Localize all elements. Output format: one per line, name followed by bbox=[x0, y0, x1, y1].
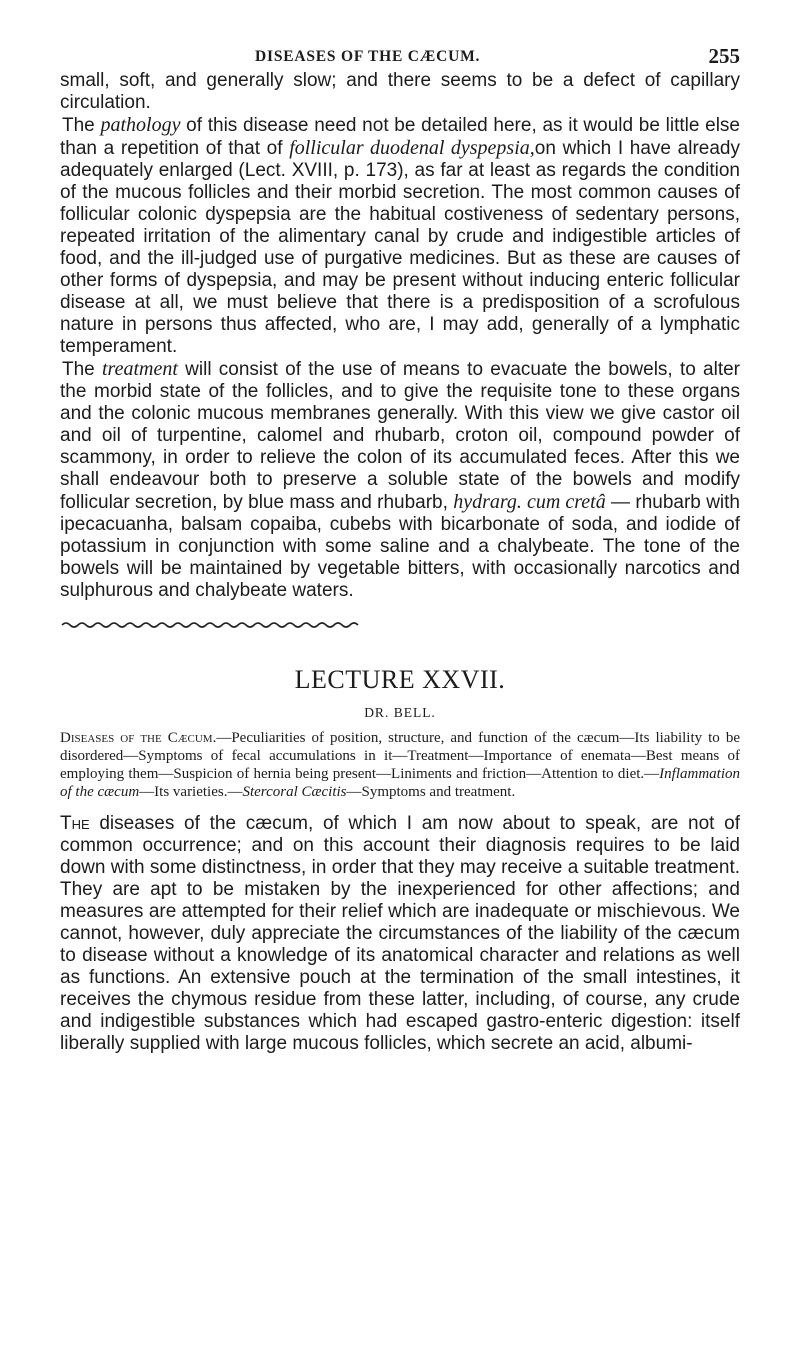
paragraph-treatment: The treatment will consist of the use of means to evacuate the bowels, to alter the morbid state of the follicles, and to give the requisite tone to these organs and the colonic mucous membranes generally. With this view we give castor oil and oil of turpentine, calomel and rhubarb, croton oil, compound powder of scammony, in order to relieve the colon of its accumulated feces. After this we shall endeavour both to preserve a soluble state of the bowels and modify follicular secretion, by blue mass and rhubarb, hydrarg. cum cretâ — rhubarb with ipecacuanha, balsam copaiba, cubebs with bicarbonate of soda, and iodide of potassium in conjunction with some saline and a chalybeate. The tone of the bowels will be maintained by vegetable bitters, with occasionally narcotics and sulphurous and chalybeate waters. bbox=[60, 358, 740, 601]
paragraph-continuation: small, soft, and generally slow; and there seems to be a defect of capillary circulation. bbox=[60, 70, 740, 113]
lecture-title: LECTURE XXVII. bbox=[294, 665, 506, 694]
running-head-title: DISEASES OF THE CÆCUM. bbox=[255, 48, 481, 65]
opening-word: The bbox=[60, 813, 90, 834]
main-text bbox=[60, 70, 740, 602]
emphasis-follicular-duodenal-dyspepsia: follicular duodenal dyspepsia, bbox=[289, 137, 535, 159]
lecturer-name: DR. BELL. bbox=[364, 705, 436, 720]
lecture-text bbox=[60, 813, 740, 1055]
ornamental-divider bbox=[60, 620, 360, 630]
paragraph-pathology: The pathology of this disease need not be detailed here, as it would be little else than a repetition of that of follicular duodenal dyspepsia,on which I have already adequately enlarged (Lect. XVIII, p. 173), as far at least as regards the condition of the mucous follicles and their morbid secretion. The most common causes of follicular colonic dyspepsia are the habitual costiveness of sedentary persons, repeated irritation of the alimentary canal by crude and indigestible articles of food, and the ill-judged use of purgative medicines. But as these are causes of other forms of dyspepsia, and may be present without inducing enteric follicular disease at all, we must believe that there is a predisposition of a scrofulous nature in persons thus affected, who are, I may add, generally of a lymphatic temperament. bbox=[60, 114, 740, 357]
emphasis-inflammation-of-caecum: Inflammation of the cæcum bbox=[60, 766, 740, 800]
emphasis-stercoral-caecitis: Stercoral Cæcitis bbox=[242, 784, 347, 800]
book-page bbox=[60, 42, 740, 1055]
emphasis-treatment: treatment bbox=[102, 358, 178, 380]
lecture-synopsis: Diseases of the Cæcum.—Peculiarities of position, structure, and function of the cæcum—Its liability to be disordered—Symptoms of fecal accumulations in it—Treatment—Importance of enemata—Best means of employing them—Suspicion of hernia being present—Liniments and friction—Attention to diet.—Inflammation of the cæcum—Its varieties.—Stercoral Cæcitis—Symptoms and treatment. bbox=[60, 730, 740, 800]
paragraph-caecum-intro: The diseases of the cæcum, of which I am now about to speak, are not of common occurrence; and on this account their diagnosis requires to be laid down with some distinctness, in order that they may receive a suitable treatment. They are apt to be mistaken by the inexperienced for other affections; and measures are attempted for their relief which are inadequate or mischievous. We cannot, however, duly appreciate the circumstances of the liability of the cæcum to disease without a knowledge of its anatomical character and relations as well as functions. An extensive pouch at the termination of the small intestines, it receives the chymous residue from these latter, including, of course, any crude and indigestible substances which had escaped gastro-enteric digestion: itself liberally supplied with large mucous follicles, which secrete an acid, albumi- bbox=[60, 813, 740, 1054]
synopsis-lead: Diseases of the Cæcum. bbox=[60, 730, 217, 746]
emphasis-hydrarg-cum-creta: hydrarg. cum cretâ bbox=[453, 491, 606, 513]
running-head bbox=[60, 42, 740, 70]
emphasis-pathology: pathology bbox=[100, 114, 181, 136]
page-number: 255 bbox=[708, 44, 740, 68]
